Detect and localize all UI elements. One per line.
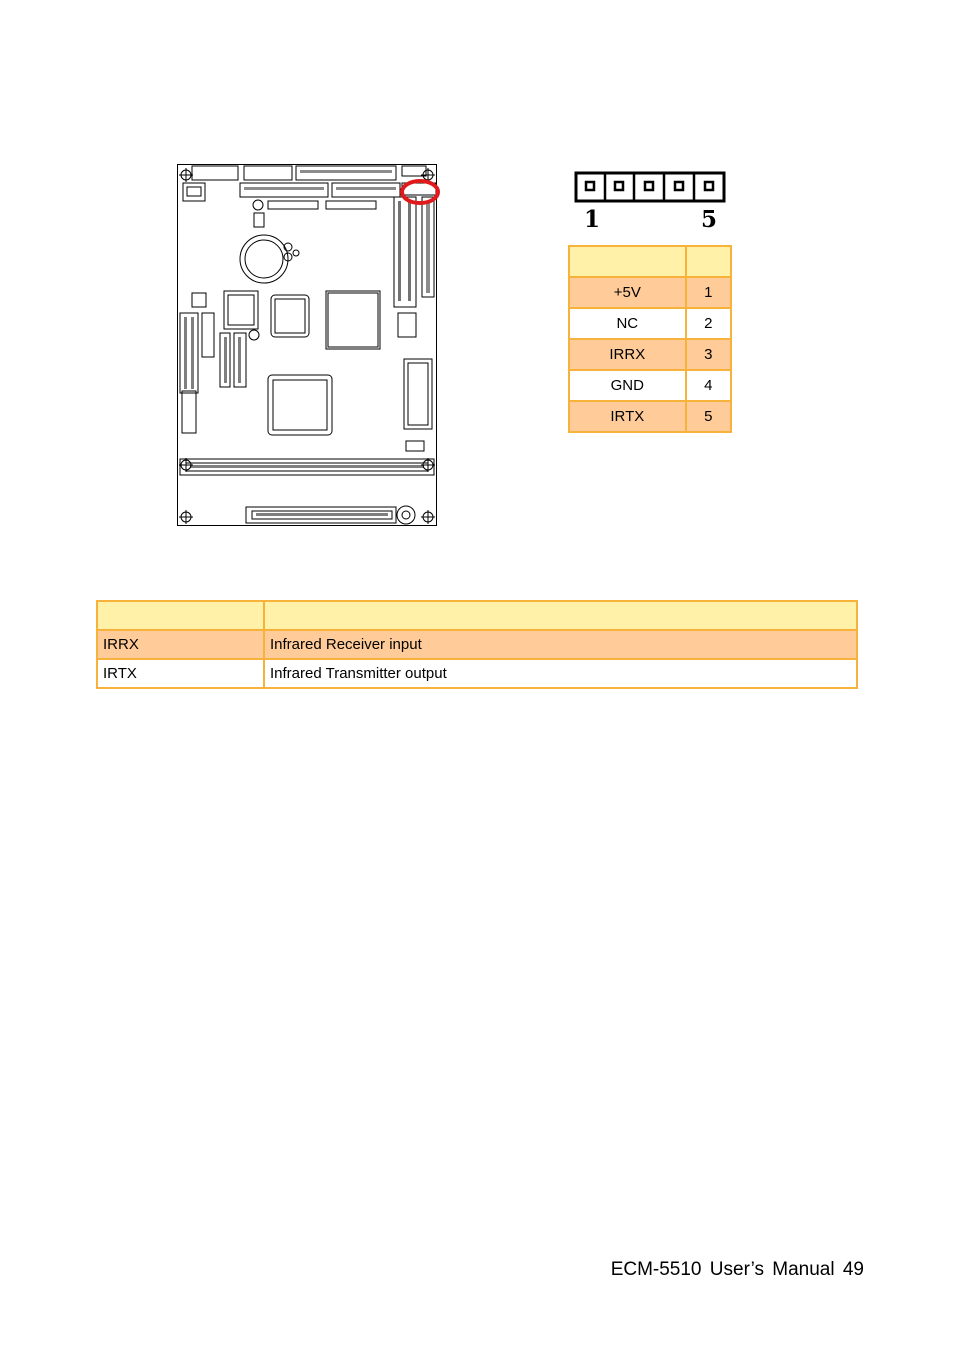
signal-cell: IRTX — [97, 659, 264, 688]
header-cell — [569, 246, 686, 277]
pin-cell: 4 — [686, 370, 731, 401]
table-header-row — [97, 601, 857, 630]
pin-cell: 1 — [686, 277, 731, 308]
header-cell — [686, 246, 731, 277]
description-cell: Infrared Receiver input — [264, 630, 857, 659]
table-header-row — [569, 246, 731, 277]
page-footer: ECM-5510 User’s Manual 49 — [610, 1259, 864, 1280]
table-row — [569, 308, 731, 339]
pin-cell: 5 — [686, 401, 731, 432]
board-layout-diagram — [176, 163, 440, 529]
pin-cell: 2 — [686, 308, 731, 339]
pin-header-icon — [574, 171, 726, 205]
pin-header-diagram — [574, 171, 726, 236]
pin-5-label: 5 — [701, 206, 718, 233]
signal-cell: NC — [569, 308, 686, 339]
header-cell — [97, 601, 264, 630]
signal-cell: IRTX — [569, 401, 686, 432]
signal-cell: +5V — [569, 277, 686, 308]
table-row — [569, 401, 731, 432]
header-cell — [264, 601, 857, 630]
signal-cell: IRRX — [569, 339, 686, 370]
signal-cell: IRRX — [97, 630, 264, 659]
pin-cell: 3 — [686, 339, 731, 370]
description-cell: Infrared Transmitter output — [264, 659, 857, 688]
table-row — [97, 630, 857, 659]
pin-assignment-table — [568, 245, 732, 433]
table-row — [569, 370, 731, 401]
table-row — [569, 277, 731, 308]
signal-description-table — [96, 600, 858, 689]
signal-cell: GND — [569, 370, 686, 401]
table-row — [569, 339, 731, 370]
table-row — [97, 659, 857, 688]
pin-1-label: 1 — [584, 206, 601, 233]
ir-header-highlight — [402, 181, 438, 203]
